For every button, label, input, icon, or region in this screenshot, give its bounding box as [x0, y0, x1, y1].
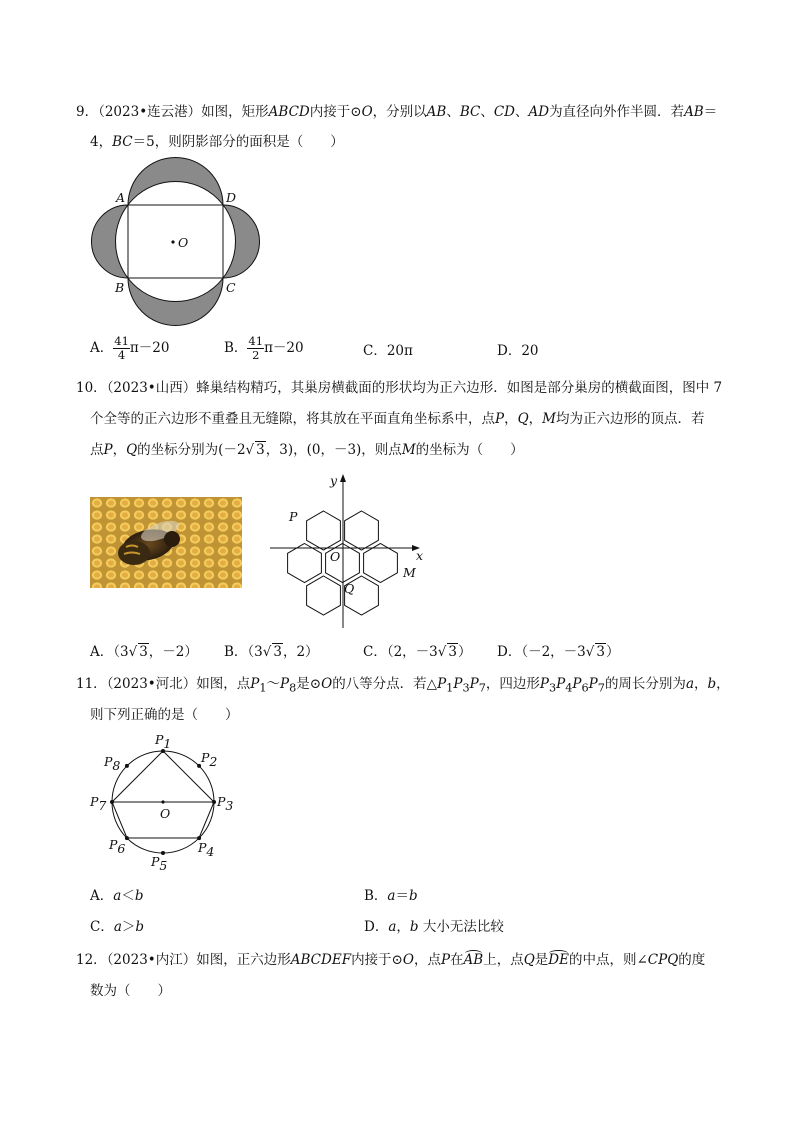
q10-var: M: [542, 411, 556, 427]
option-text: ＞: [121, 919, 136, 935]
q12-text: 数为（ ）: [90, 983, 171, 999]
q9-text: 为直径向外作半圆．若: [549, 104, 685, 120]
q10-label-p: P: [289, 509, 298, 524]
p-letter: P: [109, 837, 118, 852]
q11-label-p1: [154, 732, 171, 751]
option-var: a: [113, 888, 122, 904]
p-sub: 2: [209, 754, 218, 769]
option-text: A．: [90, 888, 114, 904]
sqrt-radicand: 3: [256, 442, 265, 458]
option-tail: π－20: [264, 340, 304, 356]
option-text: ，2）: [282, 644, 319, 660]
q10-option-c[interactable]: C．（2，－3√ 3）: [363, 644, 472, 660]
q9-label-b: B: [115, 280, 125, 295]
q10-label-m: M: [403, 565, 416, 580]
q9-text: 、: [480, 104, 494, 120]
q12-var: P: [440, 952, 451, 968]
q11-label-p6: [108, 837, 125, 856]
q12-var: O: [402, 952, 414, 968]
p-letter: P: [104, 754, 113, 769]
q9-text: 、: [446, 104, 460, 120]
q10-var: P: [103, 442, 113, 458]
q10-number: 10．: [76, 380, 107, 396]
q10-option-b[interactable]: B．（3√ 3，2）: [224, 644, 319, 660]
sqrt-radicand: 3: [596, 644, 605, 660]
q11-point-7: [110, 800, 114, 804]
q11-option-b[interactable]: [364, 886, 418, 906]
q12-source: （2023•内江）: [106, 952, 197, 968]
q12-arc-de: [548, 952, 569, 968]
q11-sub: 4: [565, 681, 573, 695]
q9-label-c: C: [226, 280, 236, 295]
q9-text: 、: [514, 104, 529, 120]
p-letter: P: [151, 854, 160, 869]
option-var: b: [408, 888, 418, 904]
p-letter: P: [155, 732, 164, 747]
option-var: a: [388, 919, 397, 935]
arc-label: DE: [548, 952, 569, 968]
q9-label-o: O: [178, 235, 189, 250]
q9-var: AB: [426, 104, 447, 120]
q10-text: ，: [112, 442, 127, 458]
q12-line2: [90, 981, 171, 1001]
q10-text: 的坐标分别为(－2: [137, 442, 246, 458]
q9-source: （2023•连云港）: [98, 104, 202, 120]
q11-label-p5: [150, 854, 167, 873]
q11-text: ，: [716, 676, 730, 692]
option-text: ，: [396, 919, 410, 935]
option-text: ，－2）: [148, 644, 198, 660]
q10-label-y: y: [330, 473, 338, 488]
q11-triangle: [112, 751, 214, 802]
p-sub: 4: [206, 844, 215, 859]
q10-label-o: O: [330, 549, 341, 564]
q12-var: Q: [523, 952, 535, 968]
q10-var: P: [495, 411, 505, 427]
q9-var: BC: [112, 134, 133, 150]
option-letter: A．: [90, 340, 114, 356]
q11-var: P: [556, 676, 566, 692]
q11-label-p7: [89, 794, 106, 813]
frac-num: 41: [248, 334, 264, 348]
q11-option-d[interactable]: [364, 917, 504, 937]
q11-option-a[interactable]: [90, 886, 143, 906]
q11-point-5: [161, 851, 165, 855]
q11-text: ，: [694, 676, 708, 692]
q9-var: ABCD: [268, 104, 310, 120]
option-text: 大小无法比较: [418, 919, 504, 935]
p-sub: 7: [98, 798, 107, 813]
sqrt-radicand: 3: [448, 644, 457, 660]
option-text: C．: [90, 919, 114, 935]
q9-var: AD: [528, 104, 550, 120]
option-var: a: [113, 919, 122, 935]
q12-text: ，点: [413, 952, 441, 968]
q11-sub: 7: [478, 681, 486, 695]
q12-text: 是: [534, 952, 549, 968]
option-text: A．（3: [90, 644, 129, 660]
q11-var: P: [453, 676, 463, 692]
option-text: B．: [364, 888, 388, 904]
q12-line1: [76, 950, 705, 970]
frac-den: 2: [252, 348, 260, 362]
q11-text: 是⊙: [296, 676, 322, 692]
sqrt-radicand: 3: [139, 644, 148, 660]
q9-text: ＝5，则阴影部分的面积是（ ）: [132, 134, 344, 150]
q10-var: Q: [126, 442, 138, 458]
option-var: a: [387, 888, 396, 904]
q10-text: ，: [504, 411, 518, 427]
p-letter: P: [198, 840, 207, 855]
p-letter: P: [217, 794, 226, 809]
frac-den: 4: [117, 348, 126, 362]
q10-var: Q: [517, 411, 529, 427]
q10-option-a[interactable]: A．（3√ 3，－2）: [90, 644, 198, 660]
p-sub: 3: [225, 798, 234, 813]
q10-line3: 点P，Q的坐标分别为(－2√ 3，3)，(0，－3)，则点M的坐标为（ ）: [90, 442, 524, 458]
q11-var: P: [572, 676, 582, 692]
q11-source: （2023•河北）: [106, 676, 197, 692]
q10-text: ，: [528, 411, 543, 427]
q10-text: ，3)，(0，－3)，则点: [265, 442, 402, 458]
q9-label-a: A: [116, 190, 126, 205]
p-sub: 8: [112, 758, 121, 773]
option-letter: B．: [224, 340, 248, 356]
q11-option-c[interactable]: [90, 917, 144, 937]
q12-text: 上，点: [483, 952, 524, 968]
q12-text: 的度: [678, 952, 706, 968]
option-tail: π－20: [129, 340, 170, 356]
q11-var: P: [250, 676, 260, 692]
option-text: D．20: [497, 343, 539, 359]
sqrt-radicand: 3: [273, 644, 282, 660]
q9-text: ＝: [703, 104, 718, 120]
q10-label-q: Q: [344, 581, 355, 596]
q9-text: ，分别以: [372, 104, 427, 120]
q11-sub: 8: [289, 681, 297, 695]
q11-sub: 1: [446, 681, 454, 695]
q10-text: 点: [90, 442, 104, 458]
q9-var: BC: [459, 104, 481, 120]
q12-text: 的中点，则∠: [568, 952, 648, 968]
q11-sub: 1: [259, 681, 267, 695]
q11-sub: 7: [597, 681, 605, 695]
q9-var: AB: [684, 104, 704, 120]
p-sub: 6: [117, 841, 126, 856]
p-letter: P: [90, 794, 99, 809]
q11-label-p4: [197, 840, 214, 859]
q11-var: P: [539, 676, 549, 692]
option-text: B．（3: [224, 644, 263, 660]
q11-label-p3: [216, 794, 233, 813]
q12-var: CPQ: [647, 952, 679, 968]
q10-var: M: [401, 442, 416, 458]
q11-sub: 3: [548, 681, 557, 695]
option-text: ＜: [121, 888, 135, 904]
q11-text: ，四边形: [485, 676, 540, 692]
p-sub: 5: [159, 858, 168, 873]
p-letter: P: [201, 750, 210, 765]
q10-option-d[interactable]: D．（－2，－3√ 3）: [497, 644, 620, 660]
q10-text: 的坐标为（ ）: [415, 442, 524, 458]
q12-arc-ab: [464, 952, 484, 968]
option-text: C．（2，－3: [363, 644, 438, 660]
q11-var: P: [588, 676, 598, 692]
q9-text: 内接于⊙: [309, 104, 362, 120]
frac-num: 41: [114, 334, 129, 348]
q11-var: P: [437, 676, 447, 692]
p-sub: 1: [163, 736, 172, 751]
q10-text: 均为正六边形的顶点．若: [556, 411, 705, 427]
q11-sub: 3: [462, 681, 470, 695]
option-text: ＝: [395, 888, 409, 904]
option-text: C．20π: [363, 343, 413, 359]
q9-text: 如图，矩形: [201, 104, 269, 120]
option-text: D．: [364, 919, 389, 935]
q11-point-6: [125, 836, 129, 840]
q11-var: O: [321, 676, 333, 692]
q9-var: CD: [493, 104, 515, 120]
q11-center-dot: [161, 800, 164, 803]
q11-label-o: O: [160, 806, 171, 821]
q11-label-p8: [103, 754, 120, 773]
q12-text: 在: [450, 952, 464, 968]
q11-text: 则下列正确的是（ ）: [90, 707, 239, 723]
option-text: D．（－2，－3: [497, 644, 586, 660]
q12-text: 内接于⊙: [351, 952, 403, 968]
q11-point-8: [125, 764, 129, 768]
q12-text: 如图，正六边形: [196, 952, 291, 968]
q11-var: b: [707, 676, 717, 692]
option-var: b: [134, 888, 144, 904]
q10-text: 个全等的正六边形不重叠且无缝隙，将其放在平面直角坐标系中，点: [90, 411, 495, 427]
option-text: ）: [605, 644, 620, 660]
q11-text: ～: [266, 676, 281, 692]
option-var: b: [409, 919, 419, 935]
q11-text: 的周长分别为: [604, 676, 686, 692]
q10-label-x: x: [416, 548, 424, 563]
q11-label-p2: [200, 750, 217, 769]
q11-var: P: [469, 676, 479, 692]
q9-var: O: [361, 104, 373, 120]
q12-number: 12．: [76, 952, 107, 968]
option-var: b: [135, 919, 145, 935]
option-text: ）: [457, 644, 472, 660]
q11-var: a: [685, 676, 694, 692]
q11-sub: 6: [581, 681, 589, 695]
q9-text: 4，: [90, 134, 113, 150]
q10-source: （2023•山西）: [106, 380, 197, 396]
arc-label: AB: [463, 952, 484, 968]
q12-var: ABCDEF: [290, 952, 352, 968]
q11-text: 如图，点: [196, 676, 251, 692]
q11-text: 的八等分点．若△: [332, 676, 438, 692]
q9-label-d: D: [226, 190, 237, 205]
q9-number: 9．: [76, 104, 99, 120]
q10-text: 蜂巢结构精巧，其巢房横截面的形状均为正六边形．如图是部分巢房的横截面图，图中 7: [196, 380, 723, 396]
q11-var: P: [280, 676, 290, 692]
q11-point-3: [212, 800, 216, 804]
q11-number: 11．: [76, 676, 107, 692]
